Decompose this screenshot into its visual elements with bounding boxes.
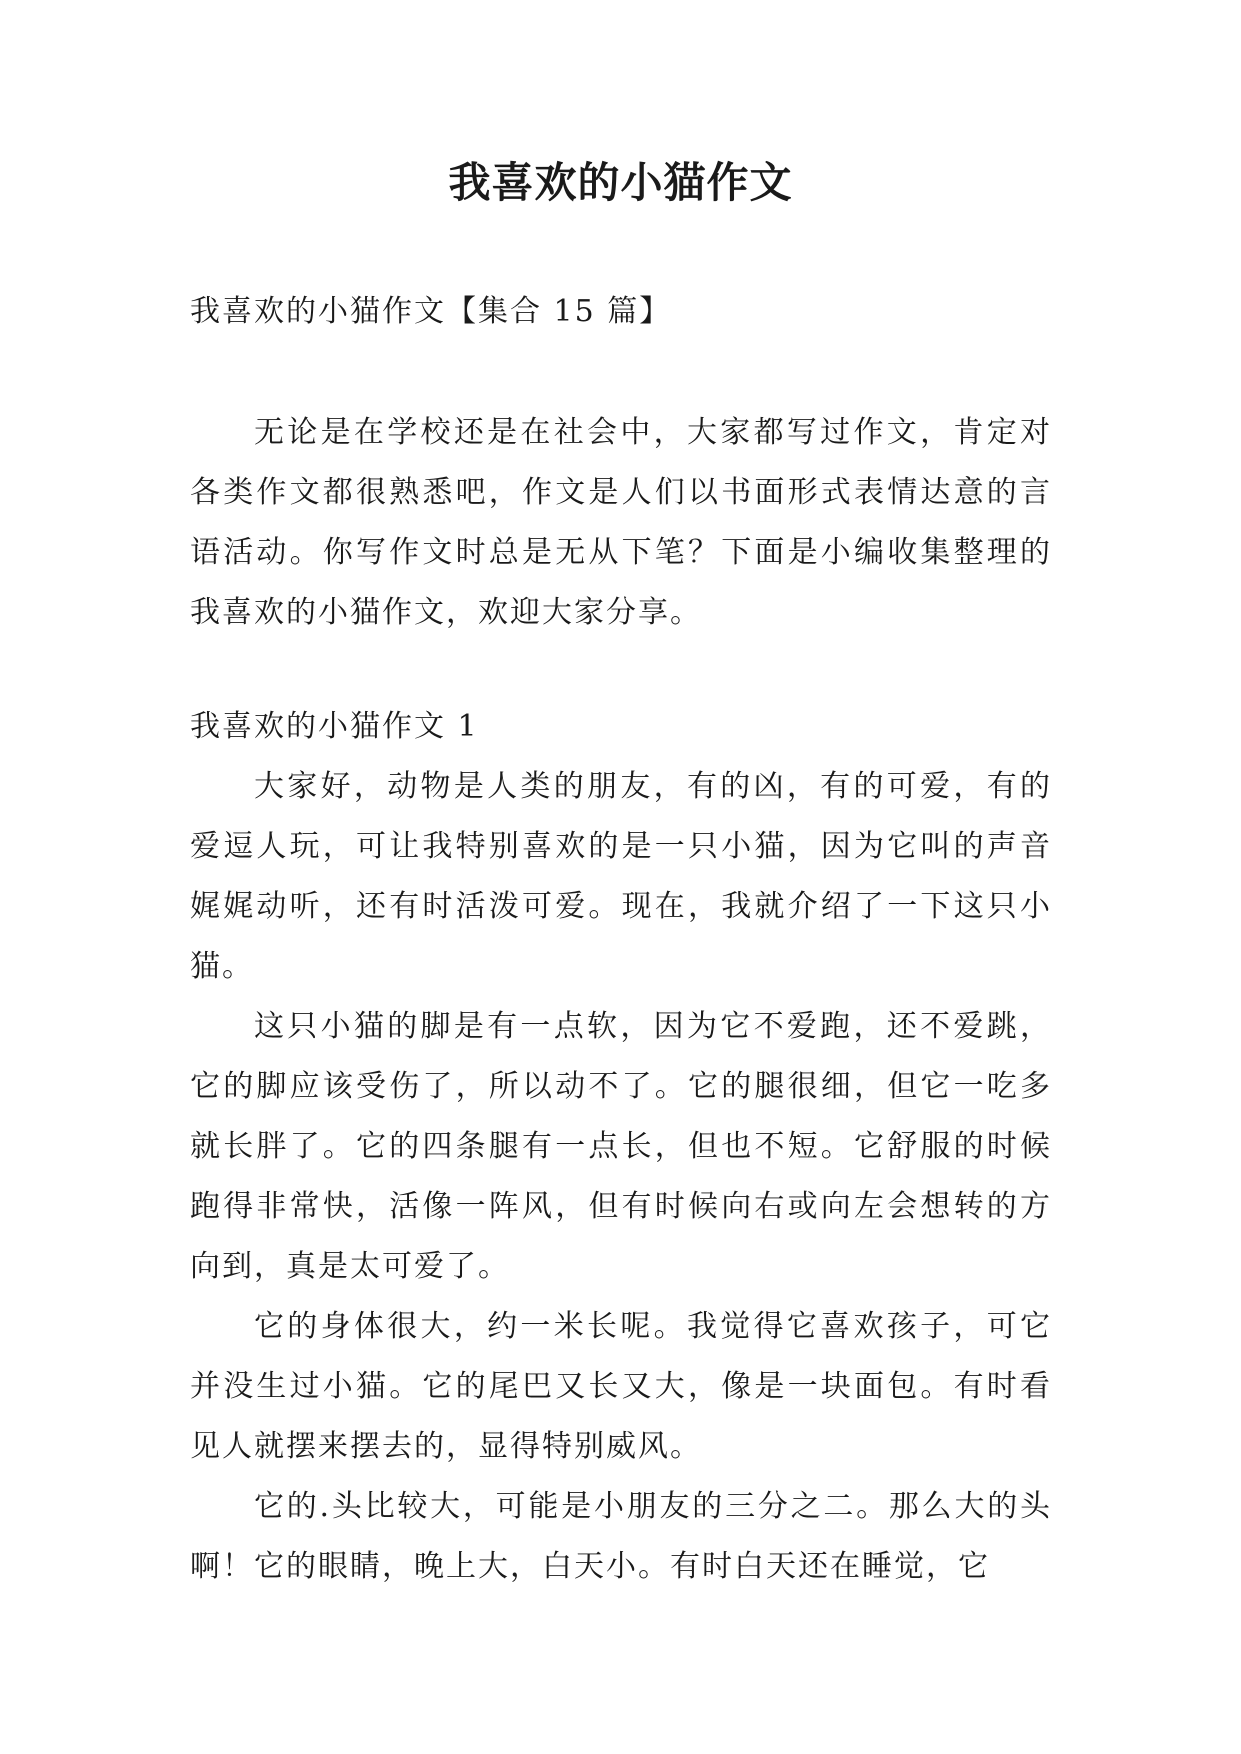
document-title: 我喜欢的小猫作文 — [448, 158, 793, 207]
essay-heading: 我喜欢的小猫作文 1 — [190, 709, 479, 744]
intro-section — [190, 403, 1052, 643]
essay-paragraph: 它的.头比较大，可能是小朋友的三分之二。那么大的头啊！它的眼睛，晚上大，白天小。有时白天还在睡觉，它 — [190, 1489, 1052, 1584]
intro-paragraph: 无论是在学校还是在社会中，大家都写过作文，肯定对各类作文都很熟悉吧，作文是人们以书面形式表情达意的言语活动。你写作文时总是无从下笔？下面是小编收集整理的我喜欢的小猫作文，欢迎大家分享。 — [190, 415, 1052, 630]
document-subtitle: 我喜欢的小猫作文【集合 15 篇】 — [190, 294, 672, 329]
essay-section — [190, 697, 1052, 1597]
essay-paragraph: 这只小猫的脚是有一点软，因为它不爱跑，还不爱跳，它的脚应该受伤了，所以动不了。它的腿很细，但它一吃多就长胖了。它的四条腿有一点长，但也不短。它舒服的时候跑得非常快，活像一阵风，但有时候向右或向左会想转的方向到，真是太可爱了。 — [190, 1009, 1052, 1284]
essay-paragraph: 大家好，动物是人类的朋友，有的凶，有的可爱，有的爱逗人玩，可让我特别喜欢的是一只小猫，因为它叫的声音娓娓动听，还有时活泼可爱。现在，我就介绍了一下这只小猫。 — [190, 769, 1052, 984]
essay-paragraph: 它的身体很大，约一米长呢。我觉得它喜欢孩子，可它并没生过小猫。它的尾巴又长又大，像是一块面包。有时看见人就摆来摆去的，显得特别威风。 — [190, 1309, 1052, 1464]
